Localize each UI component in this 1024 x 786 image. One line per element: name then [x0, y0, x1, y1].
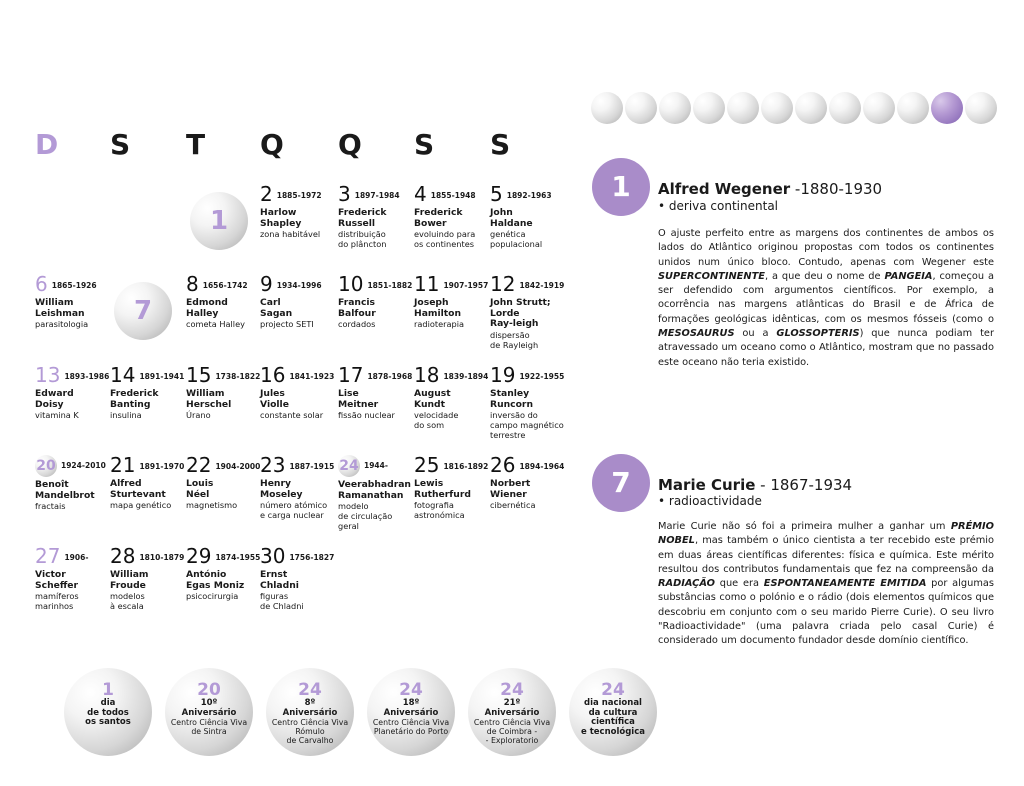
calendar-day [490, 455, 568, 510]
feature-1-topic: • deriva continental [658, 199, 778, 213]
day-number: 29 [186, 544, 212, 568]
highlight-day-badge: 1 [190, 192, 248, 250]
day-number: 5 [490, 182, 503, 206]
event-title: dia de todos os santos [85, 698, 131, 727]
scientist-name: Francis Balfour [338, 297, 376, 319]
calendar-day [338, 184, 416, 249]
day-years: 1906- [64, 553, 89, 562]
calendar-day [260, 546, 338, 611]
feature-2-heading [658, 476, 852, 494]
day-years: 1891-1941 [139, 372, 185, 381]
day-number: 30 [260, 544, 286, 568]
event-title: 21º Aniversário [484, 698, 540, 718]
calendar-day [338, 274, 416, 329]
day-years: 1904-2000 [215, 462, 261, 471]
scientist-contribution: projecto SETI [260, 319, 314, 329]
scientist-name: Edmond Halley [186, 297, 228, 319]
scientist-contribution: zona habitável [260, 229, 321, 239]
scientist-contribution: modelo de circulação geral [338, 501, 393, 531]
scientist-name: Frederick Banting [110, 388, 159, 410]
day-years: 1656-1742 [202, 281, 248, 290]
event-title: dia nacional da cultura científica e tecnológica [580, 698, 645, 737]
scientist-contribution: Úrano [186, 410, 211, 420]
feature-1-dates: -1880-1930 [790, 180, 883, 198]
scientist-name: Norbert Wiener [490, 478, 531, 500]
feature-2-body: Marie Curie não só foi a primeira mulher a ganhar um PRÉMIO NOBEL, mas também o único cientista a ter recebido este prémio em duas áreas científicas diferentes: física e química. Este mérito resultou dos contributos fundamentais que fez na compreensão da RADIAÇÃO que era ESPONTANEAMENTE EMITIDA por algumas substâncias como o polónio e o rádio (dois elementos químicos que descobriu em conjunto com o seu marido Pierre Curie). O seu livro "Radioactividade" (uma palavra criada pelo casal Curie) é considerado um documento fundador desde domínio científico. [658, 521, 994, 647]
day-years: 1865-1926 [51, 281, 97, 290]
calendar-day [338, 455, 416, 531]
calendar-day [490, 274, 568, 350]
calendar-day [110, 546, 188, 611]
calendar-day [35, 365, 113, 420]
month-dot [761, 92, 793, 124]
scientist-contribution: parasitologia [35, 319, 89, 329]
scientist-name: Alfred Sturtevant [110, 478, 166, 500]
event-circle [64, 668, 152, 756]
month-dot [659, 92, 691, 124]
day-years: 1874-1955 [215, 553, 261, 562]
day-years: 1924-2010 [61, 460, 106, 470]
scientist-contribution: inversão do campo magnético terrestre [490, 410, 564, 440]
scientist-contribution: fotografia astronómica [414, 500, 465, 520]
feature-1-number: 1 [592, 158, 650, 216]
scientist-contribution: mamíferos marinhos [35, 591, 79, 611]
calendar-day [110, 365, 188, 420]
day-number: 23 [260, 453, 286, 477]
feature-1-name: Alfred Wegener [658, 180, 791, 198]
calendar-day [490, 365, 568, 440]
scientist-name: Frederick Russell [338, 207, 387, 229]
calendar-day [260, 184, 338, 239]
scientist-name: Frederick Bower [414, 207, 463, 229]
event-circle [468, 668, 556, 756]
feature-2-dates: - 1867-1934 [755, 476, 853, 494]
day-number: 26 [490, 453, 516, 477]
weekday-label: D [35, 128, 59, 161]
scientist-contribution: fissão nuclear [338, 410, 395, 420]
calendar-day [186, 455, 264, 510]
day-number: 3 [338, 182, 351, 206]
day-years: 1810-1879 [139, 553, 185, 562]
day-years: 1887-1915 [289, 462, 335, 471]
weekday-label: T [186, 128, 206, 161]
scientist-contribution: modelos à escala [110, 591, 145, 611]
day-years: 1907-1957 [443, 281, 489, 290]
scientist-contribution: dispersão de Rayleigh [490, 329, 539, 350]
weekday-label: S [490, 128, 511, 161]
month-dot [625, 92, 657, 124]
day-years: 1897-1984 [354, 191, 400, 200]
feature-2-topic: • radioactividade [658, 494, 762, 508]
scientist-name: Veerabhadran Ramanathan [338, 479, 411, 501]
scientist-name: Harlow Shapley [260, 207, 302, 229]
event-subtitle: Centro Ciência Viva de Coimbra - - Exploratorio [473, 718, 551, 745]
scientist-name: Lewis Rutherfurd [414, 478, 471, 500]
scientist-contribution: radioterapia [414, 319, 464, 329]
day-number: 27 [35, 544, 61, 568]
scientist-contribution: evoluindo para os continentes [414, 229, 476, 249]
calendar-day [260, 455, 338, 520]
day-years: 1892-1963 [506, 191, 552, 200]
day-years: 1893-1986 [64, 372, 110, 381]
scientist-name: Louis Néel [186, 478, 214, 500]
month-dot [965, 92, 997, 124]
day-number: 8 [186, 272, 199, 296]
event-day: 24 [601, 680, 625, 700]
feature-1-heading [658, 180, 882, 198]
calendar-day [35, 274, 113, 329]
day-number: 14 [110, 363, 136, 387]
day-number: 15 [186, 363, 212, 387]
month-dot [829, 92, 861, 124]
scientist-name: John Strutt; Lorde Ray-leigh [490, 297, 551, 329]
scientist-contribution: constante solar [260, 410, 324, 420]
day-number: 17 [338, 363, 364, 387]
event-circle [569, 668, 657, 756]
event-title: 8º Aniversário [282, 698, 338, 718]
calendar-day [414, 455, 492, 520]
scientist-name: Victor Scheffer [35, 569, 79, 591]
scientist-name: Stanley Runcorn [490, 388, 533, 410]
event-circle [266, 668, 354, 756]
event-circle [367, 668, 455, 756]
day-years: 1855-1948 [430, 191, 476, 200]
scientist-contribution: insulina [110, 410, 142, 420]
calendar-day [35, 546, 113, 611]
scientist-name: John Haldane [490, 207, 533, 229]
scientist-contribution: vitamina K [35, 410, 79, 420]
weekday-label: S [414, 128, 435, 161]
scientist-name: Ernst Chladni [260, 569, 299, 591]
scientist-name: Lise Meitner [338, 388, 379, 410]
event-day: 24 [298, 680, 322, 700]
calendar-day [186, 365, 264, 420]
scientist-name: William Froude [110, 569, 149, 591]
month-dot [591, 92, 623, 124]
scientist-contribution: psicocirurgia [186, 591, 239, 601]
day-years: 1841-1923 [289, 372, 335, 381]
event-subtitle: Centro Ciência Viva Planetário do Porto [372, 718, 450, 736]
current-month-dot [931, 92, 963, 124]
day-years: 1891-1970 [139, 462, 185, 471]
scientist-name: Joseph Hamilton [414, 297, 462, 319]
month-dot [795, 92, 827, 124]
calendar-day [186, 546, 264, 601]
event-day: 1 [102, 680, 114, 700]
day-years: 1756-1827 [289, 553, 335, 562]
day-years: 1878-1968 [367, 372, 413, 381]
day-years: 1944- [364, 460, 388, 470]
day-years: 1934-1996 [276, 281, 322, 290]
day-number: 16 [260, 363, 286, 387]
day-number: 12 [490, 272, 516, 296]
scientist-contribution: cordados [338, 319, 376, 329]
calendar-day [35, 455, 113, 511]
day-number: 20 [35, 455, 57, 477]
scientist-contribution: distribuição do plâncton [338, 229, 387, 249]
day-number: 19 [490, 363, 516, 387]
scientist-name: António Egas Moniz [186, 569, 245, 591]
event-title: 18º Aniversário [383, 698, 439, 718]
day-number: 24 [338, 455, 360, 477]
scientist-contribution: mapa genético [110, 500, 172, 510]
day-number: 11 [414, 272, 440, 296]
scientist-name: William Leishman [35, 297, 85, 319]
feature-2-name: Marie Curie [658, 476, 756, 494]
scientist-name: Benoît Mandelbrot [35, 479, 95, 501]
day-years: 1922-1955 [519, 372, 565, 381]
calendar-day [414, 184, 492, 249]
day-number: 6 [35, 272, 48, 296]
event-day: 24 [399, 680, 423, 700]
calendar-day [414, 365, 492, 430]
scientist-contribution: cometa Halley [186, 319, 245, 329]
calendar-day [186, 274, 264, 329]
event-title: 10º Aniversário [181, 698, 237, 718]
scientist-name: Henry Moseley [260, 478, 303, 500]
scientist-name: Carl Sagan [260, 297, 293, 319]
day-number: 28 [110, 544, 136, 568]
calendar-day [260, 365, 338, 420]
day-years: 1839-1894 [443, 372, 489, 381]
scientist-name: William Herschel [186, 388, 232, 410]
month-dot [863, 92, 895, 124]
weekday-label: Q [260, 128, 284, 161]
day-years: 1738-1822 [215, 372, 261, 381]
month-dot [897, 92, 929, 124]
scientist-contribution: cibernética [490, 500, 536, 510]
month-dot [727, 92, 759, 124]
month-dot [693, 92, 725, 124]
scientist-contribution: fractais [35, 501, 66, 511]
day-number: 10 [338, 272, 364, 296]
day-years: 1851-1882 [367, 281, 413, 290]
day-number: 18 [414, 363, 440, 387]
calendar-day [490, 184, 568, 249]
event-subtitle: Centro Ciência Viva Rómulo de Carvalho [271, 718, 349, 745]
scientist-contribution: número atómico e carga nuclear [260, 500, 328, 520]
day-number: 9 [260, 272, 273, 296]
event-day: 24 [500, 680, 524, 700]
calendar-day [260, 274, 338, 329]
event-day: 20 [197, 680, 221, 700]
day-number: 13 [35, 363, 61, 387]
event-subtitle: Centro Ciência Viva de Sintra [170, 718, 248, 736]
calendar-day [414, 274, 492, 329]
highlight-day-badge: 7 [114, 282, 172, 340]
day-number: 22 [186, 453, 212, 477]
weekday-label: Q [338, 128, 362, 161]
scientist-contribution: genética populacional [490, 229, 543, 249]
event-circle [165, 668, 253, 756]
calendar-day [338, 365, 416, 420]
scientist-contribution: magnetismo [186, 500, 238, 510]
scientist-contribution: velocidade do som [414, 410, 459, 430]
scientist-name: Jules Violle [260, 388, 289, 410]
scientist-contribution: figuras de Chladni [260, 591, 304, 611]
day-number: 4 [414, 182, 427, 206]
day-number: 21 [110, 453, 136, 477]
scientist-name: Edward Doisy [35, 388, 74, 410]
day-years: 1816-1892 [443, 462, 489, 471]
feature-2-number: 7 [592, 454, 650, 512]
day-number: 25 [414, 453, 440, 477]
day-number: 2 [260, 182, 273, 206]
day-years: 1885-1972 [276, 191, 322, 200]
scientist-name: August Kundt [414, 388, 451, 410]
day-years: 1842-1919 [519, 281, 565, 290]
feature-1-body: O ajuste perfeito entre as margens dos continentes de ambos os lados do Atlântico originou propostas com todos os continentes unidos num único bloco. Contudo, apenas com Wegener este SUPERCONTINENTE, a que deu o nome de PANGEIA, começou a ser defendido com argumentos científicos. Por exemplo, a ocorrência nas margens atlânticas do Brasil e de África de formações geológicas idênticas, com os mesmos fósseis (como o MESOSAURUS ou a GLOSSOPTERIS) que nunca podiam ter atravessado um oceano como o Atlântico, mostram que no passado este oceano não teria existido. [658, 228, 995, 368]
day-years: 1894-1964 [519, 462, 565, 471]
weekday-label: S [110, 128, 131, 161]
calendar-day [110, 455, 188, 510]
